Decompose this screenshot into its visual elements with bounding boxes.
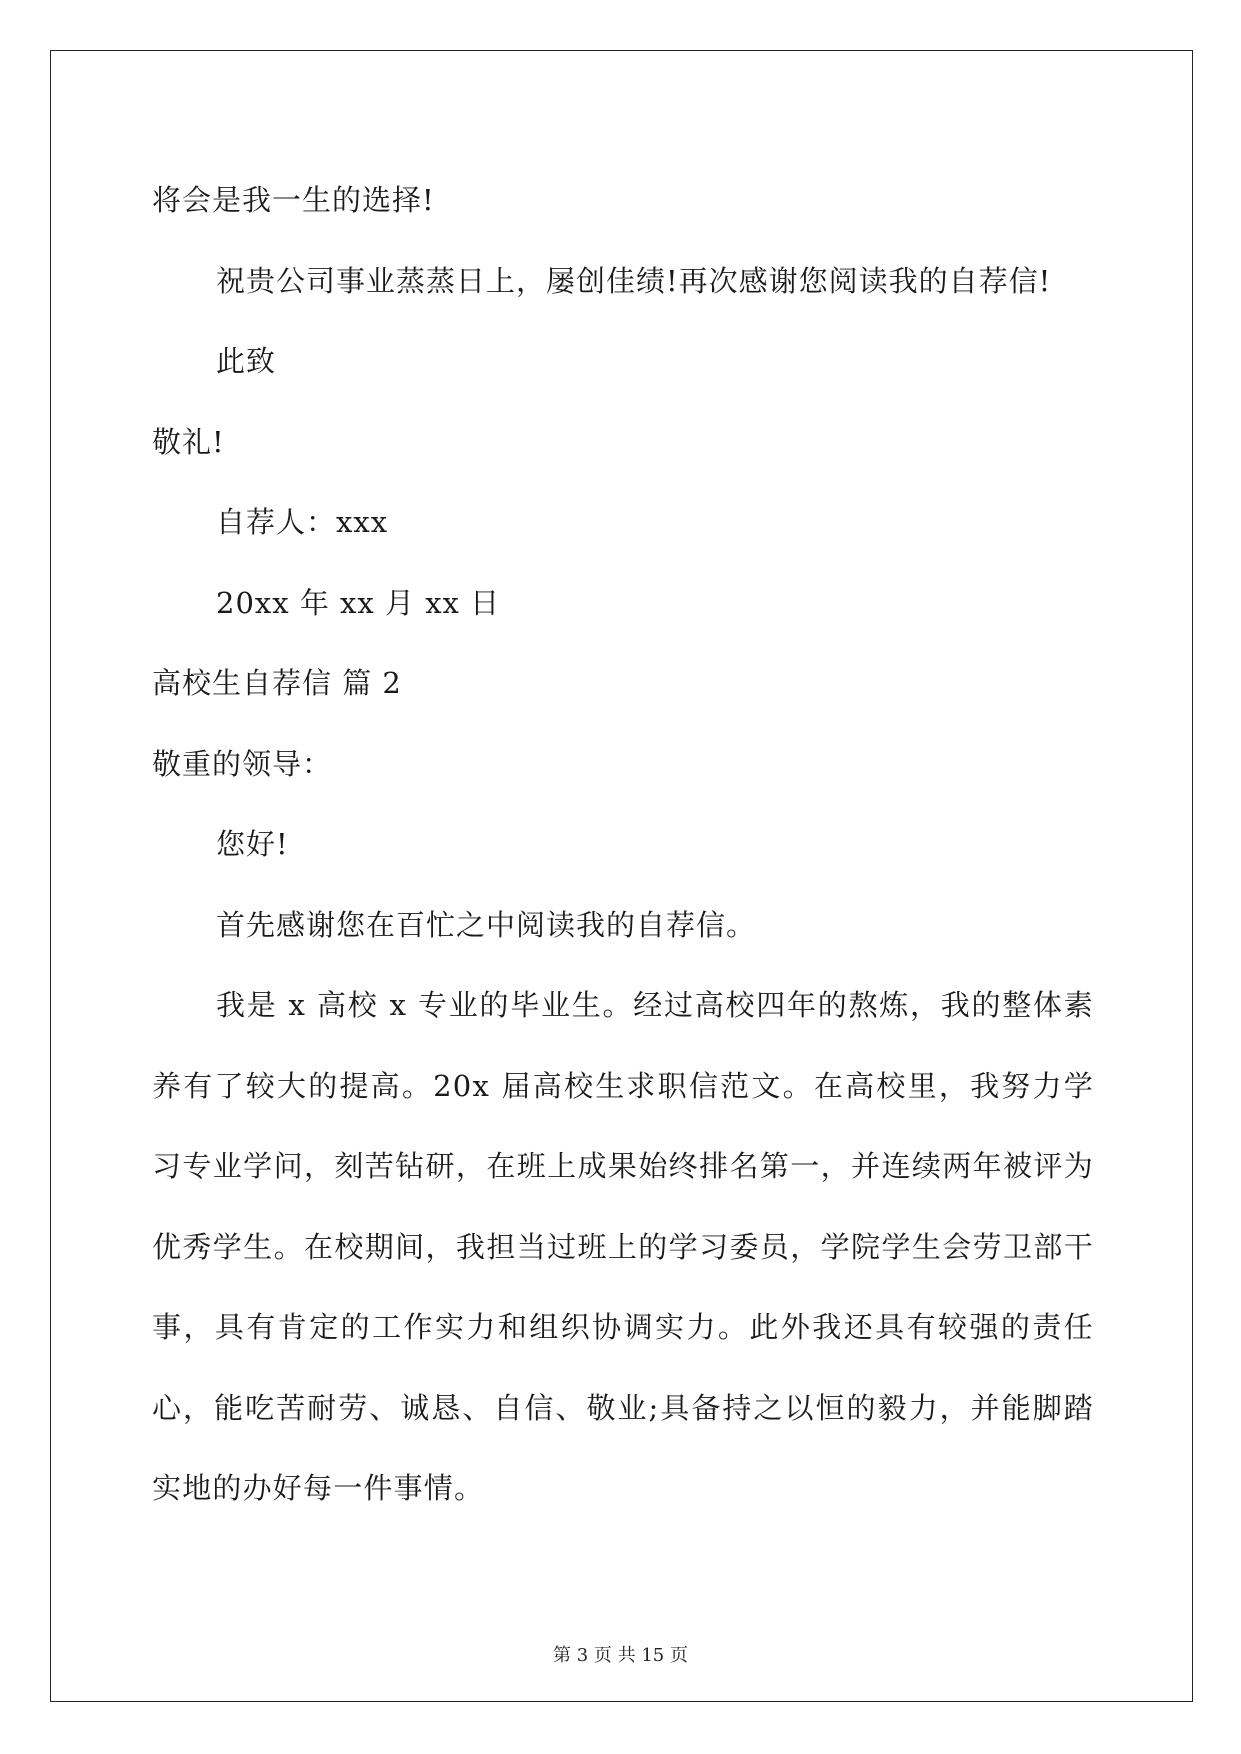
page-number: 第 3 页 共 15 页 xyxy=(553,1645,688,1666)
date-line: 20xx 年 xx 月 xx 日 xyxy=(216,585,501,620)
body-paragraph: 我是 x 高校 x 专业的毕业生。经过高校四年的熬炼，我的整体素养有了较大的提高。20x 届高校生求职信范文。在高校里，我努力学习专业学问，刻苦钻研，在班上成果始终排名第一，并连续两年被评为优秀学生。在校期间，我担当过班上的学习委员，学院学生会劳卫部干事，具有肯定的工作实力和组织协调实力。此外我还具有较强的责任心，能吃苦耐劳、诚恳、自信、敬业;具备持之以恒的毅力，并能脚踏实地的办好每一件事情。 xyxy=(152,988,1094,1505)
signature-line: 自荐人：xxx xyxy=(216,505,389,539)
text-line: 祝贵公司事业蒸蒸日上，屡创佳绩!再次感谢您阅读我的自荐信! xyxy=(216,263,1052,298)
section-heading: 高校生自荐信 篇 2 xyxy=(152,666,402,700)
greeting: 您好! xyxy=(216,827,289,861)
document-body xyxy=(152,160,1094,1529)
closing-phrase: 此致 xyxy=(216,344,277,378)
salutation: 敬重的领导： xyxy=(152,746,333,781)
salutation-closing: 敬礼! xyxy=(152,424,225,459)
text-line: 首先感谢您在百忙之中阅读我的自荐信。 xyxy=(216,907,757,942)
text-line: 将会是我一生的选择! xyxy=(152,183,435,217)
